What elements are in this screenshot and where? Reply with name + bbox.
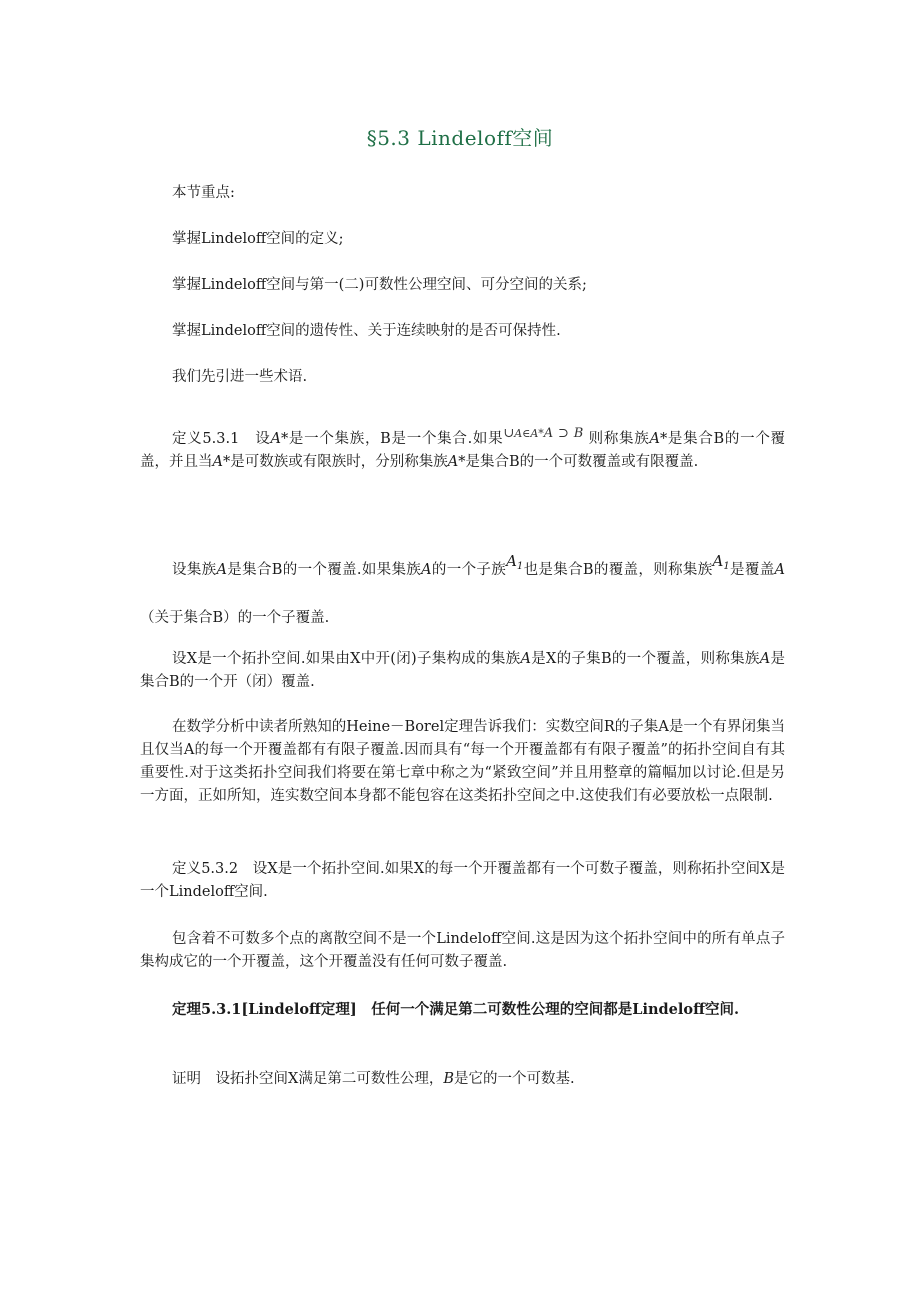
a1-symbol: $A_1$ xyxy=(506,552,524,572)
subcover-definition: 设集族A是集合B的一个覆盖.如果集族A的一个子族$A_1$也是集合B的覆盖，则称集族$A_1$是覆盖A（关于集合B）的一个子覆盖. xyxy=(140,552,786,626)
heine-borel-paragraph: 在数学分析中读者所熟知的Heine－Borel定理告诉我们：实数空间R的子集A是一个有界闭集当且仅当A的每一个开覆盖都有有限子覆盖.因而具有“每一个开覆盖都有有限子覆盖”的拓扑空间自有其重要性.对于这类拓扑空间我们将要在第七章中称之为“紧致空间”并且用整章的篇幅加以讨论.但是另一方面，正如所知，连实数空间本身都不能包容在这类拓扑空间之中.这使我们有必要放松一点限制. xyxy=(140,719,785,804)
definition-5-3-2: 定义5.3.2 设X是一个拓扑空间.如果X的每一个开覆盖都有一个可数子覆盖，则称拓扑空间X是一个Lindeloff空间. xyxy=(140,861,785,900)
open-cover-definition: 设X是一个拓扑空间.如果由X中开(闭)子集构成的集族A是X的子集B的一个覆盖，则称集族A是集合B的一个开（闭）覆盖. xyxy=(140,651,785,690)
section-title: §5.3 Lindeloff空间 xyxy=(366,126,554,150)
focus-item-definition: 掌握Lindeloff空间的定义; xyxy=(172,231,344,247)
definition-label: 定义5.3.1 xyxy=(172,431,240,447)
intro-sentence: 我们先引进一些术语. xyxy=(172,369,308,385)
focus-item-heredity: 掌握Lindeloff空间的遗传性、关于连续映射的是否可保持性. xyxy=(172,323,561,339)
union-formula: ∪A∈A*A ⊃ B xyxy=(503,426,584,441)
astar-symbol: A* xyxy=(270,431,289,447)
focus-item-relations: 掌握Lindeloff空间与第一(二)可数性公理空间、可分空间的关系; xyxy=(172,277,587,293)
definition-5-3-1: 定义5.3.1 设A*是一个集族，B是一个集合.如果∪A∈A*A ⊃ B 则称集族A*是集合B的一个覆盖，并且当A*是可数族或有限族时，分别称集族A*是集合B的一个可数覆盖或有限覆盖. xyxy=(140,426,786,470)
focus-heading: 本节重点: xyxy=(172,185,235,201)
theorem-5-3-1: 定理5.3.1[Lindeloff定理] 任何一个满足第二可数性公理的空间都是Lindeloff空间. xyxy=(172,1001,740,1018)
proof-paragraph: 证明 设拓扑空间X满足第二可数性公理，B是它的一个可数基. xyxy=(172,1071,575,1087)
discrete-space-paragraph: 包含着不可数多个点的离散空间不是一个Lindeloff空间.这是因为这个拓扑空间中的所有单点子集构成它的一个开覆盖，这个开覆盖没有任何可数子覆盖. xyxy=(140,931,785,970)
